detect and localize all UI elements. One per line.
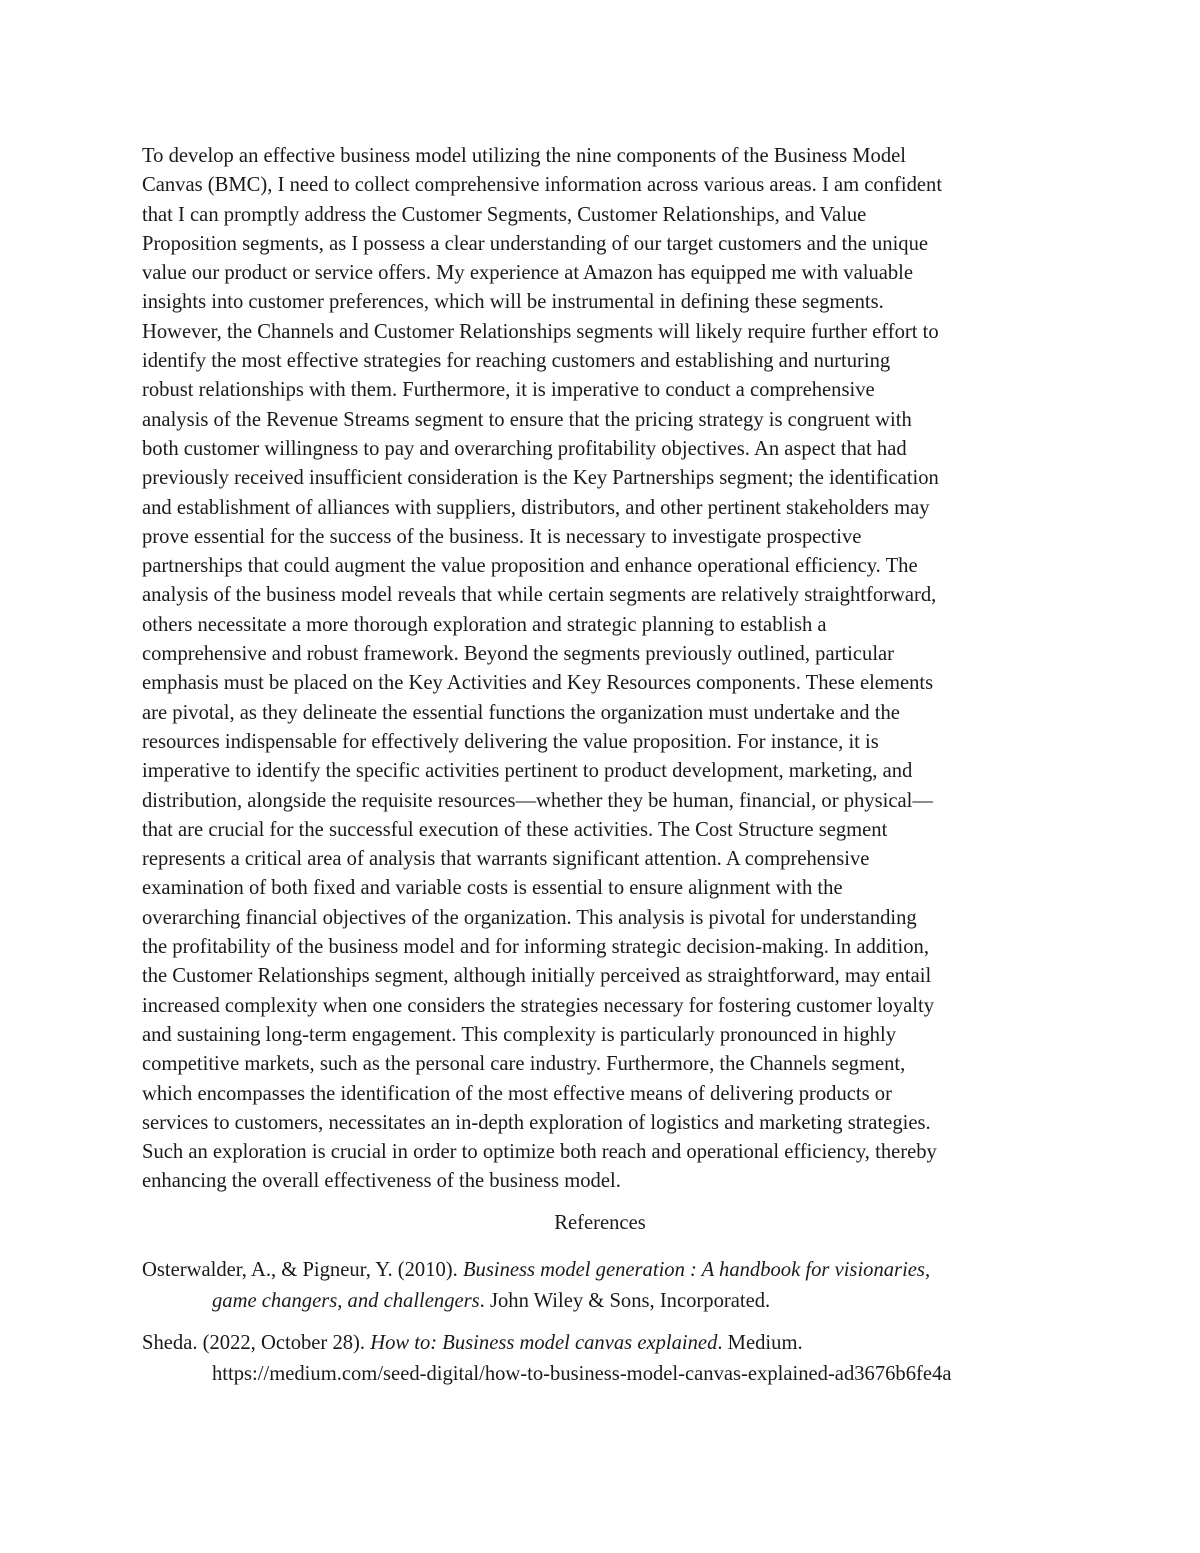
paragraph-line: Proposition segments, as I possess a clear understanding of our target customers and the unique (142, 232, 929, 255)
paragraph-line: prove essential for the success of the business. It is necessary to investigate prospective (142, 525, 862, 548)
paragraph-line: identify the most effective strategies for reaching customers and establishing and nurturing (142, 350, 891, 373)
paragraph-line: However, the Channels and Customer Relationships segments will likely require further effort to (142, 320, 939, 343)
paragraph-line: emphasis must be placed on the Key Activities and Key Resources components. These elements (142, 672, 934, 695)
paragraph-line: services to customers, necessitates an in-depth exploration of logistics and marketing strategies. (142, 1111, 931, 1134)
paragraph-line: analysis of the Revenue Streams segment to ensure that the pricing strategy is congruent with (142, 408, 912, 431)
paragraph-line: analysis of the business model reveals that while certain segments are relatively straightforward, (142, 584, 937, 607)
reference-authors: Sheda. (2022, October 28). (142, 1332, 371, 1354)
paragraph-line: enhancing the overall effectiveness of the business model. (142, 1170, 621, 1193)
paragraph-line: examination of both fixed and variable costs is essential to ensure alignment with the (142, 877, 843, 900)
paragraph-line: the Customer Relationships segment, although initially perceived as straightforward, may entail (142, 965, 932, 988)
paragraph-line: both customer willingness to pay and overarching profitability objectives. An aspect that had (142, 437, 907, 460)
reference-title: How to: Business model canvas explained (370, 1332, 718, 1354)
paragraph-line: previously received insufficient consideration is the Key Partnerships segment; the identification (142, 467, 939, 490)
paragraph-line: To develop an effective business model utilizing the nine components of the Business Model (142, 145, 906, 167)
reference-title: Business model generation : A handbook for visionaries, (462, 1259, 931, 1281)
reference-continuation (142, 1286, 1072, 1317)
reference-title-continued: game changers, and challengers (212, 1290, 480, 1312)
paragraph-line: competitive markets, such as the personal care industry. Furthermore, the Channels segment, (142, 1053, 906, 1076)
paragraph-line: Such an exploration is crucial in order to optimize both reach and operational efficiency, thereby (142, 1141, 937, 1164)
reference-url[interactable]: https://medium.com/seed-digital/how-to-business-model-canvas-explained-ad3676b6fe4a (212, 1363, 952, 1385)
reference-authors: Osterwalder, A., & Pigneur, Y. (2010). (142, 1259, 463, 1281)
paragraph-line: the profitability of the business model and for informing strategic decision-making. In addition, (142, 936, 929, 959)
paragraph-line: and establishment of alliances with suppliers, distributors, and other pertinent stakeholders may (142, 496, 930, 519)
reference-publisher: . Medium. (717, 1332, 803, 1354)
paragraph-line: and sustaining long-term engagement. This complexity is particularly pronounced in highly (142, 1023, 896, 1046)
paragraph-line: are pivotal, as they delineate the essential functions the organization must undertake and the (142, 701, 900, 724)
paragraph-line: imperative to identify the specific activities pertinent to product development, marketing, and (142, 760, 913, 783)
paragraph-line: represents a critical area of analysis that warrants significant attention. A comprehensive (142, 848, 870, 871)
paragraph-line: distribution, alongside the requisite resources—whether they be human, financial, or physical— (142, 789, 933, 812)
reference-entry (142, 1255, 1072, 1317)
paragraph-line: Canvas (BMC), I need to collect comprehensive information across various areas. I am confident (142, 174, 943, 197)
reference-entry (142, 1328, 1072, 1390)
paragraph-line: others necessitate a more thorough exploration and strategic planning to establish a (142, 613, 827, 636)
paragraph-line: robust relationships with them. Furthermore, it is imperative to conduct a comprehensive (142, 379, 875, 402)
paragraph-line: insights into customer preferences, which will be instrumental in defining these segments. (142, 291, 884, 314)
paragraph-line: overarching financial objectives of the organization. This analysis is pivotal for understanding (142, 906, 917, 929)
paragraph-line: that are crucial for the successful execution of these activities. The Cost Structure segment (142, 818, 888, 841)
body-paragraph (142, 142, 1072, 1197)
paragraph-line: comprehensive and robust framework. Beyond the segments previously outlined, particular (142, 643, 895, 666)
reference-publisher: . John Wiley & Sons, Incorporated. (479, 1290, 771, 1312)
paragraph-line: partnerships that could augment the value proposition and enhance operational efficiency. The (142, 555, 918, 578)
paragraph-line: which encompasses the identification of the most effective means of delivering products or (142, 1082, 892, 1105)
paragraph-line: that I can promptly address the Customer Segments, Customer Relationships, and Value (142, 203, 867, 226)
paragraph-line: resources indispensable for effectively delivering the value proposition. For instance, it is (142, 730, 879, 753)
references-heading: References (554, 1212, 646, 1234)
paragraph-line: increased complexity when one considers the strategies necessary for fostering customer loyalty (142, 994, 935, 1017)
paragraph-line: value our product or service offers. My experience at Amazon has equipped me with valuable (142, 262, 914, 285)
